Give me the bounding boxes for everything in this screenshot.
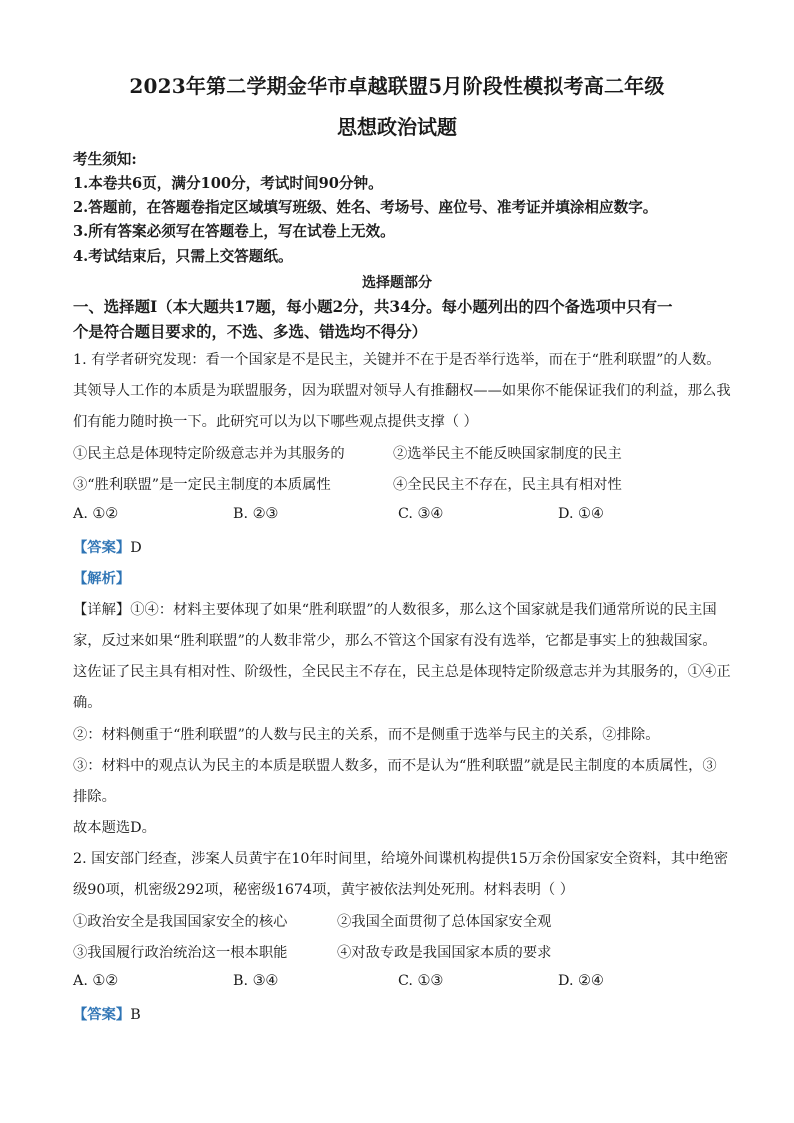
section-instructions: 一、选择题Ⅰ（本大题共17题，每小题2分，共34分。每小题列出的四个备选项中只有一 [73, 298, 673, 316]
part-title: 选择题部分 [362, 275, 432, 291]
question-stem: 1. 有学者研究发现：看一个国家是不是民主，关键并不在于是否举行选举，而在于“胜利联盟”的人数。 [73, 352, 721, 368]
answer-line [73, 1004, 141, 1024]
section-instructions: 个是符合题目要求的，不选、多选、错选均不得分） [73, 323, 427, 341]
choice-a: A. ①② [73, 506, 119, 522]
detail-line [73, 599, 717, 619]
statement-option: ④全民民主不存在，民主具有相对性 [393, 477, 622, 493]
detail-text: 这佐证了民主具有相对性、阶级性，全民民主不存在，民主总是体现特定阶级意志并为其服务的，①④正 [73, 664, 731, 680]
statement-option: ①民主总是体现特定阶级意志并为其服务的 [73, 446, 345, 462]
detail-text: 家，反过来如果“胜利联盟”的人数非常少，那么不管这个国家有没有选举，它都是事实上的独裁国家。 [73, 633, 717, 649]
choice-b: B. ③④ [233, 973, 279, 989]
statement-option: ②我国全面贯彻了总体国家安全观 [337, 914, 552, 930]
exam-title: 2023年第二学期金华市卓越联盟5月阶段性模拟考高二年级 [129, 74, 665, 98]
notice-item: 1.本卷共6页，满分100分，考试时间90分钟。 [73, 175, 383, 192]
answer-tag: 【答案】 [73, 1007, 131, 1023]
notice-item: 3.所有答案必须写在答题卷上，写在试卷上无效。 [73, 223, 395, 240]
detail-text: ①④：材料主要体现了如果“胜利联盟”的人数很多，那么这个国家就是我们通常所说的民主国 [130, 602, 717, 618]
question-stem: 2. 国安部门经查，涉案人员黄宇在10年时间里，给境外间谍机构提供15万余份国家安全资料，其中绝密 [73, 851, 729, 867]
choice-a: A. ①② [73, 973, 119, 989]
analysis-line [73, 568, 130, 588]
answer-line [73, 537, 142, 557]
statement-option: ②选举民主不能反映国家制度的民主 [393, 446, 622, 462]
question-stem: 其领导人工作的本质是为联盟服务，因为联盟对领导人有推翻权——如果你不能保证我们的利益，那么我 [73, 383, 731, 399]
statement-option: ③“胜利联盟”是一定民主制度的本质属性 [73, 477, 331, 493]
analysis-tag: 【解析】 [73, 571, 131, 587]
notice-item: 2.答题前，在答题卷指定区域填写班级、姓名、考场号、座位号、准考证并填涂相应数字。 [73, 199, 658, 216]
detail-text: ②：材料侧重于“胜利联盟”的人数与民主的关系，而不是侧重于选举与民主的关系，②排除。 [73, 727, 660, 743]
detail-tag: 【详解】 [73, 602, 131, 618]
notice-item: 4.考试结束后，只需上交答题纸。 [73, 248, 293, 265]
choice-d: D. ①④ [558, 506, 604, 522]
choice-b: B. ②③ [233, 506, 279, 522]
notice-heading: 考生须知: [73, 151, 137, 168]
answer-value: B [130, 1007, 141, 1023]
choice-c: C. ①③ [398, 973, 444, 989]
answer-value: D [130, 540, 142, 556]
detail-text: 故本题选D。 [73, 820, 156, 836]
answer-tag: 【答案】 [73, 540, 131, 556]
detail-text: 确。 [73, 695, 102, 711]
question-stem: 们有能力随时换一下。此研究可以为以下哪些观点提供支撑（ ） [73, 414, 478, 430]
exam-subject-title: 思想政治试题 [337, 115, 457, 139]
statement-option: ③我国履行政治统治这一根本职能 [73, 945, 288, 961]
choice-d: D. ②④ [558, 973, 604, 989]
choice-c: C. ③④ [398, 506, 444, 522]
question-stem: 级90项，机密级292项，秘密级1674项，黄宇被依法判处死刑。材料表明（ ） [73, 882, 575, 898]
detail-text: ③：材料中的观点认为民主的本质是联盟人数多，而不是认为“胜利联盟”就是民主制度的本质属性，③ [73, 758, 717, 774]
detail-text: 排除。 [73, 789, 116, 805]
statement-option: ④对敌专政是我国国家本质的要求 [337, 945, 552, 961]
statement-option: ①政治安全是我国国家安全的核心 [73, 914, 288, 930]
